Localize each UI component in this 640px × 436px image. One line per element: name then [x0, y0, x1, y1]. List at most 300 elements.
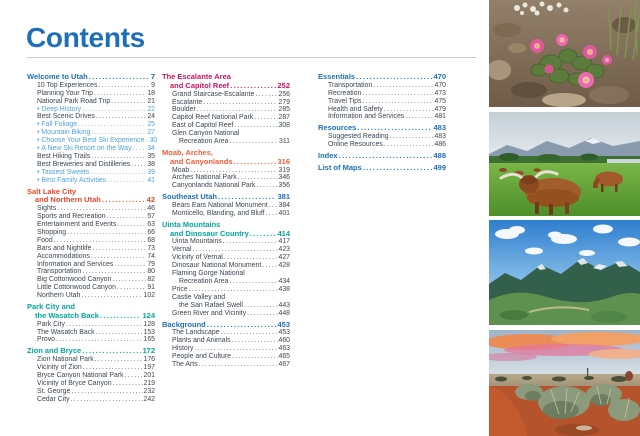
dot-leader [71, 388, 142, 396]
entry-page-number: 423 [278, 246, 290, 254]
entry-label: Provo [37, 336, 56, 344]
toc-row [27, 356, 155, 364]
toc-row [27, 129, 155, 137]
dot-leader [131, 161, 146, 169]
dot-leader [357, 124, 432, 133]
dot-leader [218, 193, 276, 202]
dot-leader [207, 321, 277, 330]
entry-label: Best Hiking Trails [37, 152, 91, 160]
toc-row [318, 152, 446, 161]
toc-entry [162, 286, 290, 294]
dot-leader [232, 337, 278, 345]
bullet-glyph: • [37, 176, 40, 184]
entry-label: Cedar City [37, 395, 70, 403]
toc-row [27, 213, 155, 221]
toc-row [162, 353, 290, 361]
toc-row [162, 262, 290, 270]
entry-page-number: 21 [147, 97, 155, 105]
toc-entry [27, 169, 155, 177]
dot-leader [95, 356, 143, 364]
dot-leader [262, 262, 277, 270]
toc-row [162, 114, 290, 122]
toc-row [27, 321, 155, 329]
entry-page-number: 414 [277, 228, 290, 238]
entry-page-number: 481 [434, 113, 446, 121]
entry-page-number: 79 [147, 260, 155, 268]
entry-label: Arches National Park [172, 174, 237, 182]
photo-mountain-range [489, 220, 640, 325]
entry-label: National Park Road Trip [37, 97, 111, 105]
entry-label: Recreation Area [179, 138, 229, 146]
entry-page-number: 316 [277, 156, 290, 166]
toc-row [27, 396, 155, 404]
toc-row [27, 82, 155, 90]
toc-row [162, 210, 290, 218]
entry-label: Index [318, 150, 338, 160]
dot-leader [197, 106, 278, 114]
toc-row [318, 98, 446, 106]
toc-row [27, 121, 155, 129]
dot-leader [221, 329, 278, 337]
toc-entry [27, 276, 155, 284]
section-title-line1: Salt Lake City [27, 186, 77, 196]
dot-leader [91, 253, 146, 261]
dot-leader [111, 98, 146, 106]
dot-leader [199, 361, 278, 369]
toc-section-heading [162, 321, 290, 330]
toc-entry [162, 310, 290, 318]
toc-row [162, 337, 290, 345]
bullet-glyph: • [37, 121, 40, 129]
entry-label-line1: Flaming Gorge National [172, 270, 245, 278]
toc-entry [27, 229, 155, 237]
entry-page-number: 319 [278, 166, 290, 174]
entry-page-number: 201 [143, 371, 155, 379]
dot-leader [81, 292, 142, 300]
entry-page-number: 475 [434, 97, 446, 105]
toc-row [162, 91, 290, 99]
toc-row [162, 82, 290, 91]
toc-entry [27, 205, 155, 213]
entry-label: Vicinity of Bryce Canyon [37, 379, 112, 387]
entry-label: Transportation [328, 81, 373, 89]
entry-label: Online Resources [328, 141, 383, 149]
entry-label: Grand Staircase-Escalante [172, 90, 255, 98]
toc-section-heading [318, 164, 446, 173]
toc-row [162, 167, 290, 175]
entry-label: Park City [37, 320, 65, 328]
toc-entry [162, 337, 290, 345]
title-divider [27, 57, 476, 58]
dot-leader [89, 73, 150, 82]
dot-leader [112, 276, 146, 284]
entry-label: Bryce Canyon National Park [37, 371, 124, 379]
entry-label: the Wasatch Back [35, 310, 99, 320]
entry-label: Moab [172, 166, 190, 174]
dot-leader [91, 129, 146, 137]
toc-row [318, 106, 446, 114]
toc-row [27, 137, 158, 145]
entry-page-number: 7 [150, 72, 155, 81]
entry-page-number: 57 [147, 213, 155, 221]
entry-label: The Wasatch Back [37, 328, 95, 336]
dot-leader [82, 268, 146, 276]
toc-entry [318, 141, 446, 149]
entry-page-number: 486 [434, 141, 446, 149]
dot-leader [234, 122, 277, 130]
toc-entry [27, 153, 155, 161]
toc-entry [27, 137, 158, 145]
entry-label: St. George [37, 387, 71, 395]
entry-label: Green River and Vicinity [172, 309, 247, 317]
toc-row [27, 98, 155, 106]
toc-entry [318, 98, 446, 106]
toc-entry [318, 90, 446, 98]
entry-page-number: 197 [143, 364, 155, 372]
toc-entry [162, 238, 290, 246]
dot-leader [230, 82, 276, 91]
toc-section-heading [162, 149, 290, 167]
entry-page-number: 73 [147, 244, 155, 252]
entry-label: Zion National Park [37, 356, 94, 364]
dot-leader [384, 141, 434, 149]
toc-entry [162, 122, 290, 130]
entry-page-number: 470 [434, 81, 446, 89]
entry-page-number: 41 [147, 176, 155, 184]
toc-entry [27, 372, 155, 380]
dot-leader [254, 114, 277, 122]
entry-label: Canyonlands National Park [172, 182, 256, 190]
toc-section [318, 164, 446, 173]
toc-entry [318, 113, 446, 121]
entry-label: Planning Your Trip [37, 89, 93, 97]
toc-row [162, 278, 290, 286]
toc-section [162, 149, 290, 190]
entry-page-number: 63 [147, 220, 155, 228]
entry-label: East of Capitol Reef [172, 122, 234, 130]
entry-page-number: 488 [433, 150, 446, 160]
entry-page-number: 82 [147, 276, 155, 284]
entry-label: Deep History [41, 105, 82, 113]
dot-leader [107, 213, 147, 221]
toc-row [162, 286, 290, 294]
toc-row [27, 106, 155, 114]
toc-entry [162, 114, 290, 122]
dot-leader [114, 261, 146, 269]
entry-label: Bars and Nightlife [37, 244, 92, 252]
entry-page-number: 473 [434, 89, 446, 97]
toc-section [162, 193, 290, 218]
dot-leader [257, 182, 278, 190]
dot-leader [92, 245, 146, 253]
toc-section-heading [27, 347, 155, 356]
dot-leader [194, 345, 277, 353]
entry-label: Essentials [318, 72, 356, 81]
toc-column-3 [318, 73, 446, 173]
entry-page-number: 346 [278, 174, 290, 182]
photo-highland-cattle [489, 112, 640, 216]
entry-label: Tastiest Sweets [41, 168, 90, 176]
dot-leader [98, 82, 150, 90]
toc-entry [162, 353, 290, 361]
dot-leader [125, 372, 143, 380]
toc-entry [27, 292, 155, 300]
toc-entry [27, 145, 155, 153]
dot-leader [133, 145, 147, 153]
entry-page-number: 24 [147, 113, 155, 121]
entry-page-number: 460 [278, 337, 290, 345]
toc-entry [27, 268, 155, 276]
dot-leader [54, 237, 147, 245]
entry-page-number: 311 [279, 138, 290, 146]
entry-label: the San Rafael Swell [179, 301, 243, 309]
toc-section [162, 221, 290, 318]
toc-row [318, 141, 446, 149]
entry-label-line1: Glen Canyon National [172, 130, 240, 138]
bullet-glyph: • [37, 105, 40, 113]
entry-page-number: 46 [147, 205, 155, 213]
entry-label: Travel Tips [328, 97, 362, 105]
entry-label: Uinta Mountains [172, 238, 222, 246]
entry-page-number: 242 [143, 395, 155, 403]
toc-row [162, 254, 290, 262]
toc-row [27, 90, 155, 98]
toc-row [27, 237, 155, 245]
dot-leader [266, 210, 278, 218]
dot-leader [373, 82, 433, 90]
entry-label: List of Maps [318, 162, 362, 172]
dot-leader [339, 152, 433, 161]
toc-section [27, 188, 155, 300]
toc-row [27, 364, 155, 372]
entry-page-number: 66 [147, 228, 155, 236]
toc-section-heading [318, 73, 446, 82]
toc-row [162, 310, 290, 318]
entry-page-number: 381 [277, 192, 290, 202]
section-title-line1: Park City and [27, 302, 75, 312]
entry-label: Bears Ears National Monument [172, 202, 268, 210]
toc-row [27, 329, 155, 337]
entry-label: Welcome to Utah [27, 72, 88, 81]
entry-label: The Arts [172, 360, 198, 368]
dot-leader [96, 329, 143, 337]
section-title-line1: The Escalante Area [162, 72, 231, 81]
toc-entry [27, 284, 155, 292]
toc-section-heading [162, 221, 290, 239]
toc-entry [27, 396, 155, 404]
entry-label: Best Scenic Drives [37, 113, 95, 121]
dot-leader [229, 278, 277, 286]
entry-page-number: 448 [278, 309, 290, 317]
toc-column-2 [162, 73, 290, 369]
entry-page-number: 80 [147, 268, 155, 276]
entry-label: Monticello, Blanding, and Bluff [172, 209, 265, 217]
toc-entry [27, 329, 155, 337]
toc-row [27, 153, 155, 161]
toc-entry [27, 98, 155, 106]
toc-section-heading [162, 193, 290, 202]
entry-label: Boulder [172, 106, 196, 114]
toc-row [27, 276, 155, 284]
entry-page-number: 463 [278, 345, 290, 353]
entry-page-number: 479 [434, 105, 446, 113]
toc-row [27, 292, 155, 300]
section-title-line1: Uinta Mountains [162, 219, 221, 229]
toc-row [27, 380, 155, 388]
entry-label: Background [162, 319, 206, 329]
entry-page-number: 153 [143, 328, 155, 336]
entry-page-number: 483 [433, 123, 446, 133]
toc-entry [27, 388, 155, 396]
entry-page-number: 356 [278, 182, 290, 190]
toc-section [162, 321, 290, 369]
toc-row [318, 90, 446, 98]
toc-row [27, 113, 155, 121]
entry-page-number: 428 [278, 262, 290, 270]
toc-entry [27, 237, 155, 245]
entry-label: 10 Top Experiences [37, 81, 98, 89]
entry-page-number: 172 [142, 346, 155, 356]
toc-row [162, 202, 290, 210]
dot-leader [384, 106, 434, 114]
toc-entry [162, 246, 290, 254]
dot-leader [91, 153, 146, 161]
dot-leader [78, 121, 146, 129]
toc-row [27, 388, 155, 396]
entry-label: Fall Foliage [41, 121, 78, 129]
toc-entry [162, 167, 290, 175]
entry-page-number: 38 [147, 160, 155, 168]
toc-entry [27, 221, 155, 229]
toc-section-heading [318, 152, 446, 161]
table-of-contents [27, 73, 473, 413]
toc-row [162, 158, 290, 167]
toc-row [162, 138, 290, 146]
dot-leader [94, 90, 146, 98]
dot-leader [56, 336, 142, 344]
toc-section [318, 124, 446, 149]
toc-entry [162, 210, 290, 218]
toc-row [27, 261, 155, 269]
entry-label: Dinosaur National Monument [172, 262, 262, 270]
entry-label: Big Cottonwood Canyon [37, 276, 112, 284]
toc-section [318, 152, 446, 161]
entry-page-number: 427 [278, 254, 290, 262]
entry-label: Best Family Activities [41, 176, 107, 184]
toc-section-heading [27, 73, 155, 82]
toc-section [27, 347, 155, 403]
toc-row [318, 73, 446, 82]
entry-label: Vicinity of Zion [37, 364, 82, 372]
dot-leader [238, 174, 278, 182]
entry-page-number: 470 [433, 72, 446, 81]
toc-row [27, 372, 155, 380]
toc-row [27, 284, 155, 292]
entry-page-number: 453 [278, 329, 290, 337]
entry-page-number: 39 [147, 168, 155, 176]
entry-label: Price [172, 285, 188, 293]
entry-page-number: 25 [147, 121, 155, 129]
bullet-glyph: • [37, 129, 40, 137]
photo-strip [489, 0, 640, 436]
entry-page-number: 91 [147, 284, 155, 292]
entry-label: and Northern Utah [35, 195, 101, 205]
entry-label: The Landscape [172, 329, 220, 337]
toc-row [27, 177, 155, 185]
dot-leader [66, 321, 143, 329]
dot-leader [71, 396, 143, 404]
toc-row [27, 205, 155, 213]
toc-row [27, 196, 155, 205]
entry-label: Plants and Animals [172, 337, 231, 345]
dot-leader [117, 221, 146, 229]
toc-entry [162, 294, 290, 310]
dot-leader [224, 254, 278, 262]
entry-label: Transportation [37, 268, 82, 276]
toc-row [27, 169, 155, 177]
toc-entry [318, 82, 446, 90]
toc-row [162, 302, 290, 310]
entry-page-number: 308 [278, 122, 290, 130]
dot-leader [244, 302, 278, 310]
entry-page-number: 42 [146, 195, 155, 205]
toc-entry [318, 133, 446, 141]
entry-page-number: 219 [143, 379, 155, 387]
toc-row [27, 73, 155, 82]
entry-page-number: 252 [277, 80, 290, 90]
toc-row [318, 82, 446, 90]
toc-entry [162, 174, 290, 182]
entry-page-number: 384 [278, 202, 290, 210]
dot-leader [57, 205, 146, 213]
entry-label: and Capitol Reef [170, 80, 230, 90]
toc-row [318, 164, 446, 173]
toc-entry [27, 129, 155, 137]
entry-label: Information and Services [37, 260, 114, 268]
toc-entry [162, 106, 290, 114]
toc-row [162, 238, 290, 246]
toc-section [27, 303, 155, 344]
toc-entry [162, 99, 290, 107]
toc-entry [27, 177, 155, 185]
dot-leader [145, 137, 148, 145]
entry-page-number: 467 [278, 360, 290, 368]
entry-label: Northern Utah [37, 292, 81, 300]
bullet-glyph: • [37, 137, 40, 145]
toc-entry [162, 345, 290, 353]
dot-leader [405, 113, 433, 121]
entry-label: Little Cottonwood Canyon [37, 284, 116, 292]
dot-leader [100, 312, 142, 321]
toc-row [27, 221, 155, 229]
entry-label: Sports and Recreation [37, 213, 106, 221]
toc-entry [162, 329, 290, 337]
entry-page-number: 434 [278, 277, 290, 285]
toc-row [27, 268, 155, 276]
toc-row [162, 345, 290, 353]
toc-entry [27, 261, 155, 269]
entry-page-number: 443 [278, 301, 290, 309]
entry-label: Capitol Reef National Park [172, 114, 254, 122]
entry-page-number: 165 [143, 336, 155, 344]
toc-entry [162, 361, 290, 369]
toc-row [162, 122, 290, 130]
entry-page-number: 287 [278, 114, 290, 122]
toc-row [162, 329, 290, 337]
dot-leader [203, 99, 277, 107]
dot-leader [362, 90, 433, 98]
entry-label: Vicinity of Vernal [172, 254, 223, 262]
